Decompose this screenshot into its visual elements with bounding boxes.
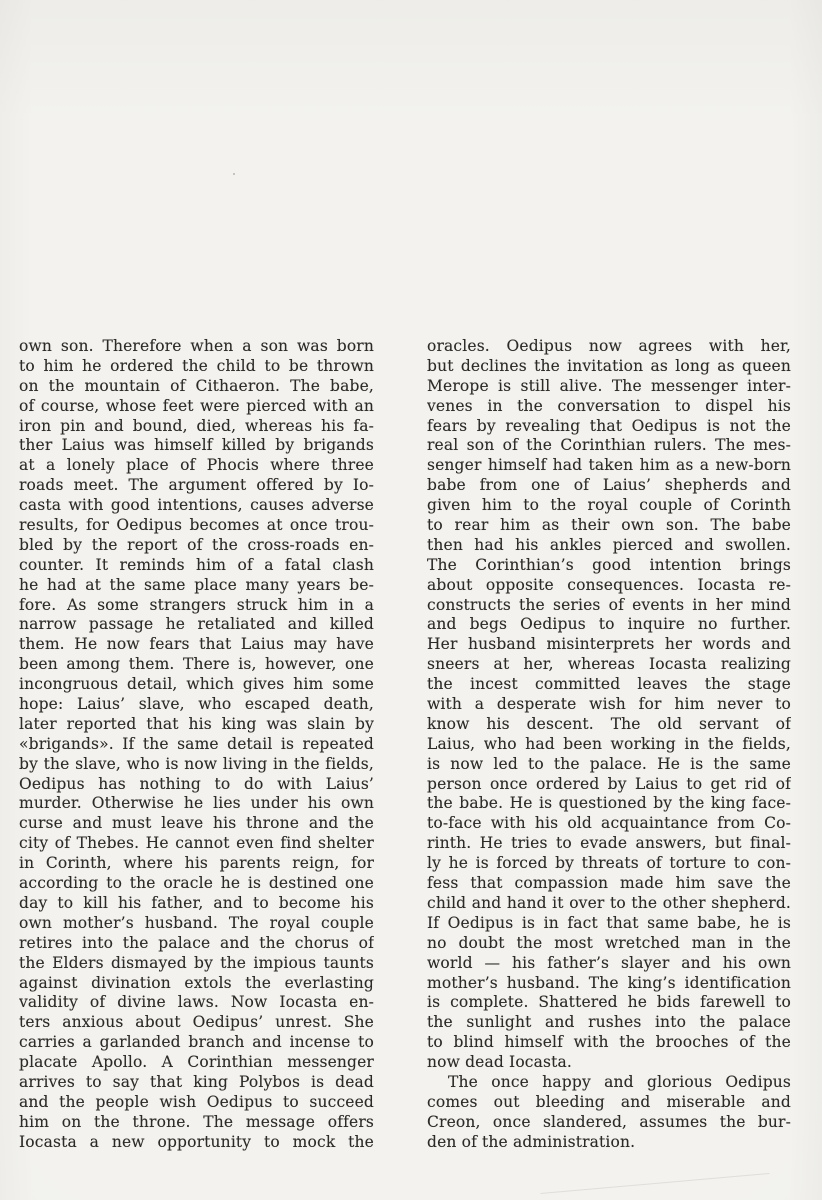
text-line: to him he ordered the child to be thrown <box>19 356 374 375</box>
text-line: bled by the report of the cross-roads en- <box>19 535 374 554</box>
text-line: retires into the palace and the chorus of <box>19 933 374 952</box>
text-line: the incest committed leaves the stage <box>427 675 791 694</box>
text-line: iron pin and bound, died, whereas his fa- <box>19 416 374 435</box>
text-line: placate Apollo. A Corinthian messenger <box>19 1053 374 1072</box>
text-line: sneers at her, whereas Iocasta realizing <box>427 655 791 674</box>
text-line: casta with good intentions, causes adverse <box>19 496 374 515</box>
text-line: them. He now fears that Laius may have <box>19 635 374 654</box>
text-line: fess that compassion made him save the <box>427 874 791 893</box>
text-line: day to kill his father, and to become his <box>19 893 374 912</box>
text-line: rinth. He tries to evade answers, but final- <box>427 834 791 853</box>
text-line: of course, whose feet were pierced with an <box>19 396 374 415</box>
text-line: real son of the Corinthian rulers. The mes- <box>427 436 791 455</box>
text-columns <box>19 337 791 1153</box>
text-line: now dead Iocasta. <box>427 1053 572 1072</box>
text-line: to-face with his old acquaintance from Co- <box>427 814 791 833</box>
text-line: incongruous detail, which gives him some <box>19 675 374 694</box>
text-line: to rear him as their own son. The babe <box>427 516 791 535</box>
text-line: but declines the invitation as long as queen <box>427 356 791 375</box>
text-line: been among them. There is, however, one <box>19 655 374 674</box>
text-line: is now led to the palace. He is the same <box>427 754 791 773</box>
text-line: Iocasta a new opportunity to mock the <box>19 1132 374 1151</box>
text-line: oracles. Oedipus now agrees with her, <box>427 337 791 355</box>
text-line: own son. Therefore when a son was born <box>19 337 374 355</box>
text-line: ters anxious about Oedipus’ unrest. She <box>19 1013 374 1032</box>
text-line: counter. It reminds him of a fatal clash <box>19 555 374 574</box>
text-line: in Corinth, where his parents reign, for <box>19 854 374 873</box>
text-line: at a lonely place of Phocis where three <box>19 456 374 475</box>
text-line: hope: Laius’ slave, who escaped death, <box>19 695 374 714</box>
text-line: later reported that his king was slain by <box>19 714 374 733</box>
text-line: comes out bleeding and miserable and <box>427 1092 791 1111</box>
text-line: babe from one of Laius’ shepherds and <box>427 476 791 495</box>
text-line: and the people wish Oedipus to succeed <box>19 1092 374 1111</box>
scan-crease <box>540 1173 769 1194</box>
text-line: curse and must leave his throne and the <box>19 814 374 833</box>
text-line: fore. As some strangers struck him in a <box>19 595 374 614</box>
text-line: If Oedipus is in fact that same babe, he is <box>427 913 791 932</box>
text-line: constructs the series of events in her mind <box>427 595 791 614</box>
text-line: against divination extols the everlasting <box>19 973 374 992</box>
text-line: he had at the same place many years be- <box>19 575 374 594</box>
text-line: Merope is still alive. The messenger inter- <box>427 376 791 395</box>
text-line: narrow passage he retaliated and killed <box>19 615 374 634</box>
right-column <box>427 337 791 1153</box>
text-line: city of Thebes. He cannot even find shelter <box>19 834 374 853</box>
text-line: is complete. Shattered he bids farewell to <box>427 993 791 1012</box>
text-line: validity of divine laws. Now Iocasta en- <box>19 993 374 1012</box>
dust-speck <box>233 173 235 175</box>
text-line: carries a garlanded branch and incense to <box>19 1033 374 1052</box>
text-line: know his descent. The old servant of <box>427 714 791 733</box>
text-line: no doubt the most wretched man in the <box>427 933 791 952</box>
text-line: «brigands». If the same detail is repeated <box>19 734 374 753</box>
text-line: Oedipus has nothing to do with Laius’ <box>19 774 374 793</box>
text-line: senger himself had taken him as a new-born <box>427 456 791 475</box>
text-line: own mother’s husband. The royal couple <box>19 913 374 932</box>
text-line: on the mountain of Cithaeron. The babe, <box>19 376 374 395</box>
text-line: with a desperate wish for him never to <box>427 695 791 714</box>
text-line: the Elders dismayed by the impious taunts <box>19 953 374 972</box>
text-line: ther Laius was himself killed by brigands <box>19 436 374 455</box>
text-line: to blind himself with the brooches of the <box>427 1033 791 1052</box>
text-line: given him to the royal couple of Corinth <box>427 496 791 515</box>
text-line: world — his father’s slayer and his own <box>427 953 791 972</box>
text-line: person once ordered by Laius to get rid of <box>427 774 791 793</box>
text-line: murder. Otherwise he lies under his own <box>19 794 374 813</box>
text-line: fears by revealing that Oedipus is not the <box>427 416 791 435</box>
text-line: roads meet. The argument offered by Io- <box>19 476 374 495</box>
text-line: according to the oracle he is destined one <box>19 874 374 893</box>
text-line: The Corinthian’s good intention brings <box>427 555 791 574</box>
text-line: mother’s husband. The king’s identification <box>427 973 791 992</box>
text-line: child and hand it over to the other shepherd. <box>427 893 791 912</box>
text-line: him on the throne. The message offers <box>19 1112 374 1131</box>
text-line: Creon, once slandered, assumes the bur- <box>427 1112 791 1131</box>
left-column <box>19 337 374 1153</box>
text-line: about opposite consequences. Iocasta re- <box>427 575 791 594</box>
text-line: Her husband misinterprets her words and <box>427 635 791 654</box>
text-line: The once happy and glorious Oedipus <box>448 1072 791 1091</box>
text-line: venes in the conversation to dispel his <box>427 396 791 415</box>
text-line: the babe. He is questioned by the king face- <box>427 794 791 813</box>
text-line: results, for Oedipus becomes at once trou- <box>19 516 374 535</box>
text-line: by the slave, who is now living in the fields, <box>19 754 374 773</box>
text-line: then had his ankles pierced and swollen. <box>427 535 791 554</box>
text-line: ly he is forced by threats of torture to con- <box>427 854 791 873</box>
text-line: arrives to say that king Polybos is dead <box>19 1072 374 1091</box>
text-line: and begs Oedipus to inquire no further. <box>427 615 791 634</box>
text-line: Laius, who had been working in the fields, <box>427 734 791 753</box>
text-line: the sunlight and rushes into the palace <box>427 1013 791 1032</box>
text-line: den of the administration. <box>427 1132 636 1151</box>
